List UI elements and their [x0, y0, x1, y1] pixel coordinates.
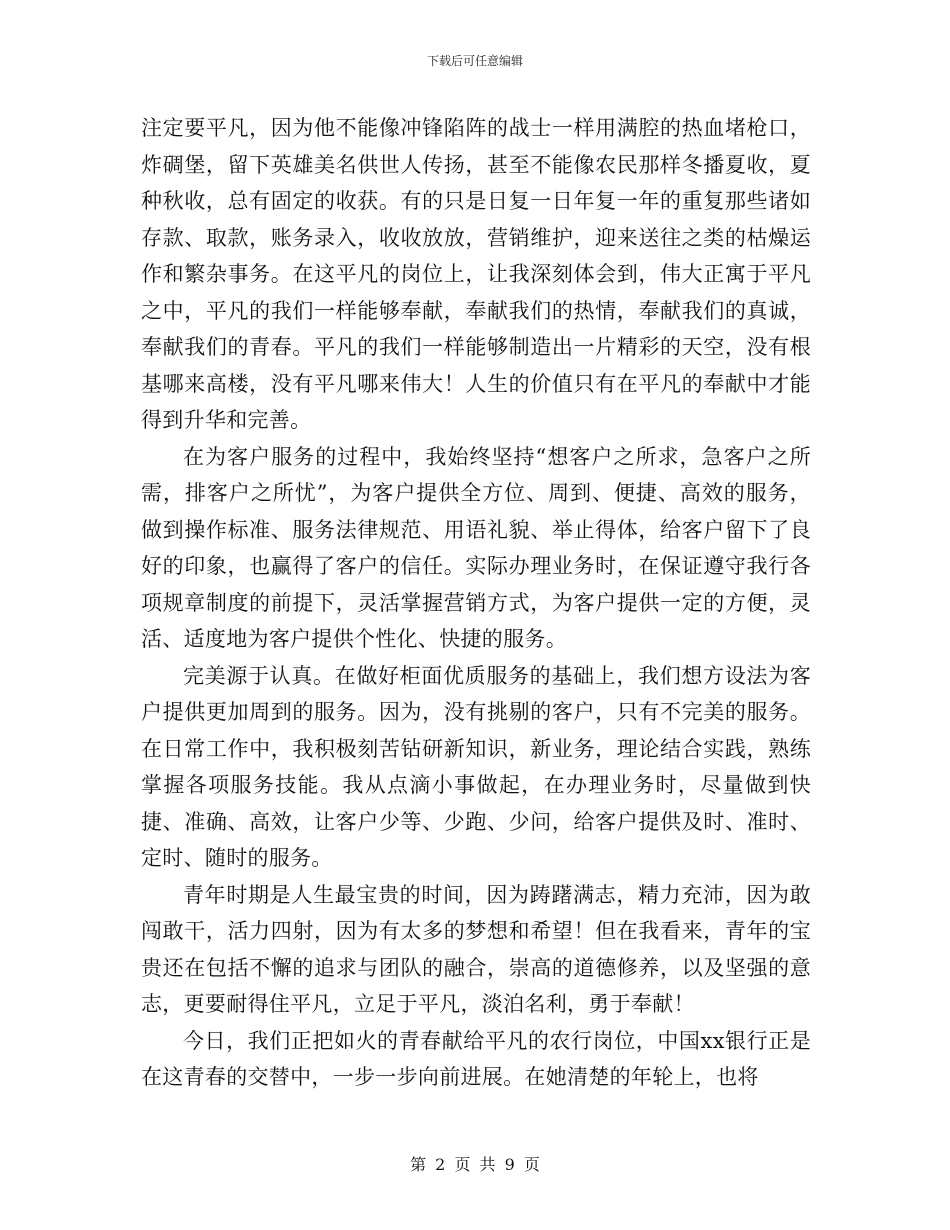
paragraph-youth: 青年时期是人生最宝贵的时间，因为踌躇满志，精力充沛，因为敢闯敢干，活力四射，因为有太多的梦想和希望！但在我看来，青年的宝贵还在包括不懈的追求与团队的融合，崇高的道德修养，以及坚强的意志，更要耐得住平凡，立足于平凡，淡泊名利，勇于奉献！ — [141, 882, 811, 1016]
page-header: 下载后可任意编辑 — [426, 54, 523, 68]
paragraph-perfection: 完美源于认真。在做好柜面优质服务的基础上，我们想方设法为客户提供更加周到的服务。因为，没有挑剔的客户，只有不完美的服务。在日常工作中，我积极刻苦钻研新知识，新业务，理论结合实践，熟练掌握各项服务技能。我从点滴小事做起，在办理业务时，尽量做到快捷、准确、高效，让客户少等、少跑、少问，给客户提供及时、准时、定时、随时的服务。 — [141, 663, 811, 870]
paragraph-continuation: 注定要平凡，因为他不能像冲锋陷阵的战士一样用满腔的热血堵枪口，炸碉堡，留下英雄美名供世人传扬，甚至不能像农民那样冬播夏收，夏种秋收，总有固定的收获。有的只是日复一日年复一年的重复那些诸如存款、取款，账务录入，收收放放，营销维护，迎来送往之类的枯燥运作和繁杂事务。在这平凡的岗位上，让我深刻体会到，伟大正寓于平凡之中，平凡的我们一样能够奉献，奉献我们的热情，奉献我们的真诚，奉献我们的青春。平凡的我们一样能够制造出一片精彩的天空，没有根基哪来高楼，没有平凡哪来伟大！人生的价值只有在平凡的奉献中才能得到升华和完善。 — [141, 116, 811, 432]
paragraph-today: 今日，我们正把如火的青春献给平凡的农行岗位，中国xx银行正是在这青春的交替中，一步一步向前进展。在她清楚的年轮上，也将 — [141, 1028, 811, 1089]
page-number-footer: 第 2 页 共 9 页 — [410, 1155, 540, 1174]
document-body — [141, 110, 811, 1096]
paragraph-customer-service: 在为客户服务的过程中，我始终坚持“想客户之所求，急客户之所需，排客户之所忧”，为客户提供全方位、周到、便捷、高效的服务，做到操作标准、服务法律规范、用语礼貌、举止得体，给客户留下了良好的印象，也赢得了客户的信任。实际办理业务时，在保证遵守我行各项规章制度的前提下，灵活掌握营销方式，为客户提供一定的方便，灵活、适度地为客户提供个性化、快捷的服务。 — [141, 444, 811, 651]
